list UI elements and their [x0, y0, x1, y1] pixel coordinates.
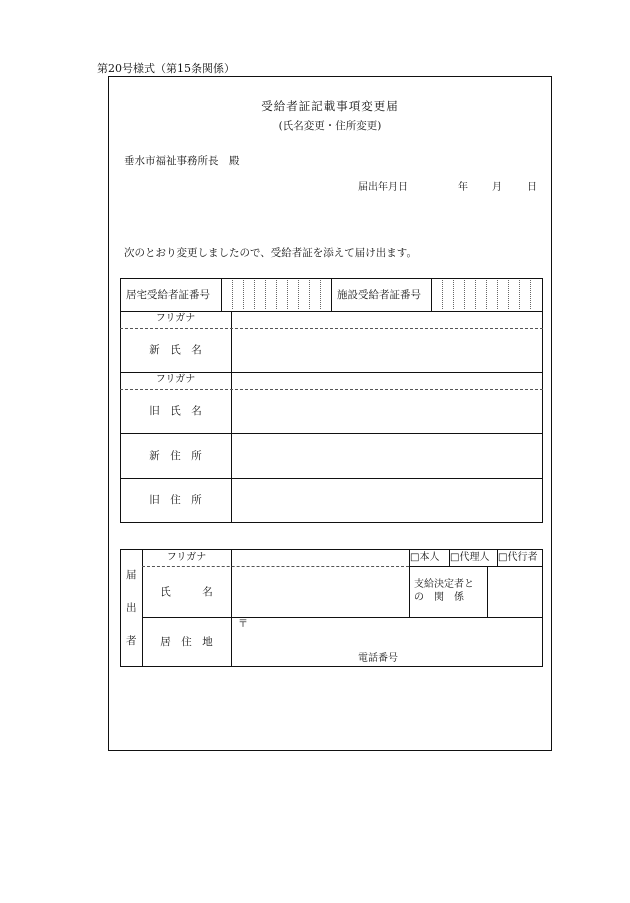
date-month: 月	[492, 182, 502, 193]
relation-label-line2: の 関 係	[414, 592, 464, 603]
furigana-label-old: フリガナ	[155, 374, 196, 385]
applicant-char-1: 届	[126, 569, 137, 581]
new-address-field[interactable]	[232, 434, 542, 477]
postal-mark: 〒	[238, 619, 248, 630]
option-proxy[interactable]: □代行者	[498, 552, 538, 563]
old-address-label: 旧 住 所	[149, 494, 202, 506]
form-title: 受給者証記載事項変更届	[261, 99, 399, 113]
option-self[interactable]: □本人	[410, 552, 440, 563]
option-agent[interactable]: □代理人	[450, 552, 490, 563]
intro-text: 次のとおり変更しましたので、受給者証を添えて届け出ます。	[124, 247, 417, 259]
applicant-name-field[interactable]	[232, 567, 408, 616]
old-name-field[interactable]	[232, 390, 542, 433]
old-name-label: 旧 氏 名	[149, 405, 202, 417]
old-address-field[interactable]	[232, 479, 542, 522]
form-subtitle: (氏名変更・住所変更)	[278, 120, 382, 132]
residence-label: 居 住 地	[160, 636, 213, 648]
relation-label-line1: 支給決定者と	[414, 579, 474, 590]
addressee: 垂水市福祉事務所長 殿	[124, 155, 240, 167]
phone-label: 電話番号	[358, 653, 398, 664]
new-name-label: 新 氏 名	[149, 344, 202, 356]
date-year: 年	[458, 182, 468, 193]
facility-cert-label: 施設受給者証番号	[337, 289, 421, 301]
facility-cert-number-field[interactable]	[431, 278, 543, 311]
home-cert-label: 居宅受給者証番号	[126, 289, 210, 301]
furigana-label-applicant: フリガナ	[166, 552, 207, 563]
date-label: 届出年月日	[358, 182, 408, 193]
residence-field[interactable]	[232, 618, 542, 666]
furigana-label-new: フリガナ	[155, 313, 196, 324]
applicant-char-3: 者	[126, 635, 137, 647]
home-cert-number-field[interactable]	[221, 278, 331, 311]
applicant-char-2: 出	[126, 602, 137, 614]
date-day: 日	[527, 182, 537, 193]
form-number: 第20号様式（第15条関係）	[97, 62, 235, 75]
new-address-label: 新 住 所	[149, 450, 202, 462]
relation-field[interactable]	[488, 567, 542, 616]
new-name-field[interactable]	[232, 329, 542, 372]
applicant-name-label: 氏 名	[160, 586, 213, 598]
